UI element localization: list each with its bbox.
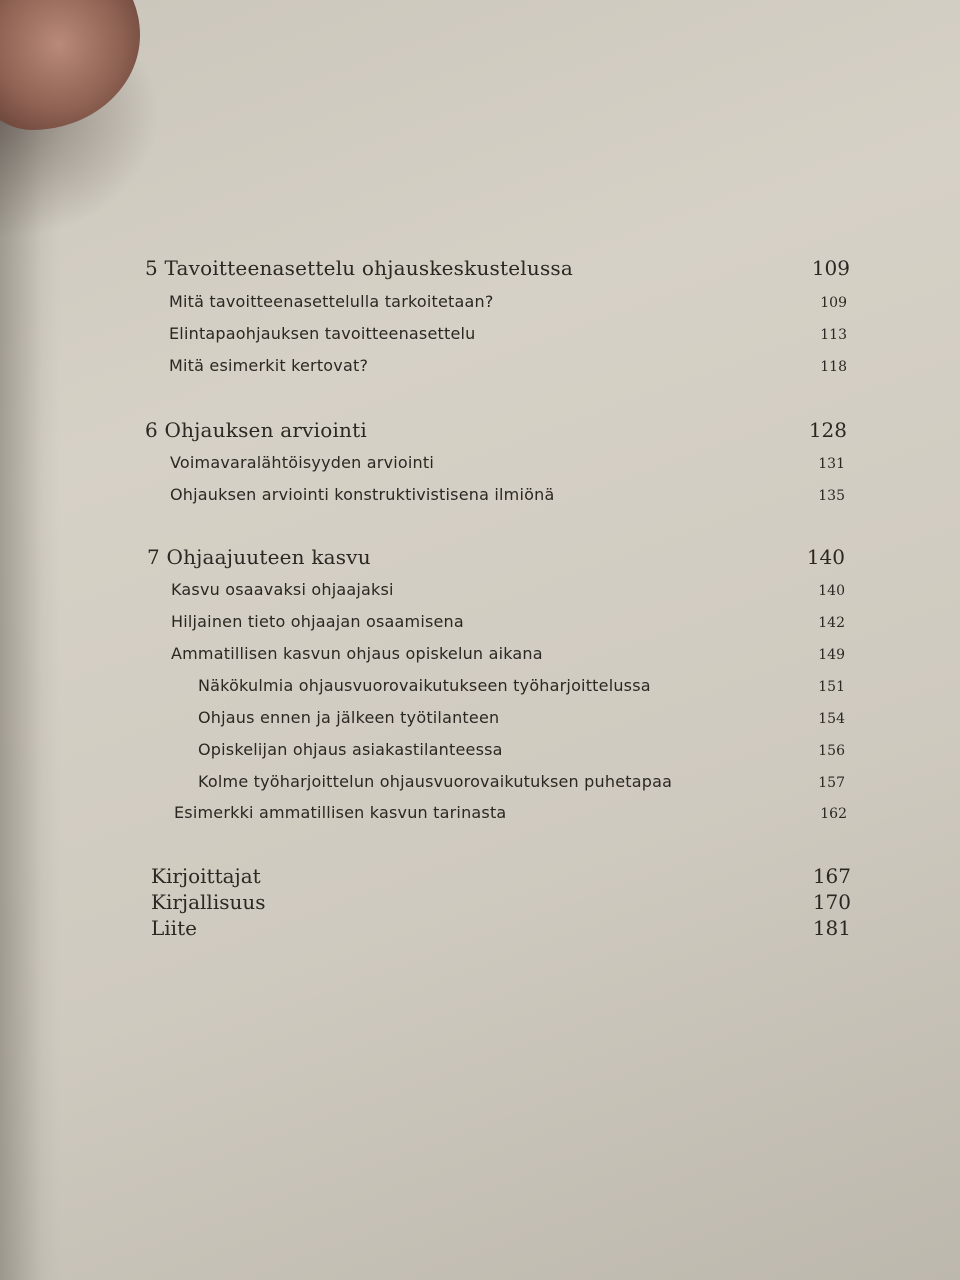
page-number: 109 (820, 295, 847, 311)
page-number: 140 (806, 545, 845, 569)
toc-back-matter-item (151, 864, 851, 888)
page-number: 156 (818, 743, 845, 759)
page-number: 151 (818, 679, 845, 695)
page-number: 157 (818, 775, 845, 791)
section-title: Elintapaohjauksen tavoitteenasettelu (169, 324, 476, 343)
page-number: 113 (820, 327, 847, 343)
section-title: Ohjaus ennen ja jälkeen työtilanteen (198, 708, 500, 727)
section-title: Mitä tavoitteenasettelulla tarkoitetaan? (169, 292, 494, 311)
toc-back-matter-item (151, 916, 851, 940)
section-title: Opiskelijan ohjaus asiakastilanteessa (198, 740, 503, 759)
toc-subsection (198, 676, 845, 695)
toc-section (169, 356, 847, 375)
back-matter-title: Kirjallisuus (151, 890, 266, 914)
page-number: 118 (820, 359, 847, 375)
back-matter-title: Kirjoittajat (151, 864, 261, 888)
section-title: Kolme työharjoittelun ohjausvuorovaikutuksen puhetapaa (198, 772, 673, 791)
section-title: Ammatillisen kasvun ohjaus opiskelun aikana (171, 644, 543, 663)
section-title: Mitä esimerkit kertovat? (169, 356, 369, 375)
page-number: 181 (812, 916, 851, 940)
toc-section (169, 324, 847, 343)
toc-section (171, 644, 845, 663)
toc-back-matter-item (151, 890, 851, 914)
back-matter-title: Liite (151, 916, 197, 940)
toc-subsection (198, 772, 845, 791)
page-number: 142 (818, 615, 845, 631)
toc-section (170, 485, 845, 504)
toc-section (170, 453, 845, 472)
page-number: 140 (818, 583, 845, 599)
page-number: 154 (818, 711, 845, 727)
section-title: Ohjauksen arviointi konstruktivistisena ilmiönä (170, 485, 555, 504)
page-number: 131 (818, 456, 845, 472)
chapter-title: 7 Ohjaajuuteen kasvu (147, 545, 371, 569)
toc-chapter-6 (145, 418, 847, 442)
toc-section (174, 803, 847, 822)
page-number: 162 (820, 806, 847, 822)
page-number: 135 (818, 488, 845, 504)
page-number: 167 (812, 864, 851, 888)
toc-subsection (198, 708, 845, 727)
toc-subsection (198, 740, 845, 759)
section-title: Esimerkki ammatillisen kasvun tarinasta (174, 803, 507, 822)
page-number: 128 (808, 418, 847, 442)
chapter-title: 6 Ohjauksen arviointi (145, 418, 367, 442)
toc-section (171, 612, 845, 631)
section-title: Voimavaralähtöisyyden arviointi (170, 453, 434, 472)
section-title: Näkökulmia ohjausvuorovaikutukseen työharjoittelussa (198, 676, 651, 695)
page-number: 170 (812, 890, 851, 914)
page-number: 109 (811, 256, 850, 280)
section-title: Kasvu osaavaksi ohjaajaksi (171, 580, 394, 599)
toc-chapter-7 (147, 545, 845, 569)
toc-section (171, 580, 845, 599)
toc-chapter-5 (145, 256, 850, 280)
page-number: 149 (818, 647, 845, 663)
chapter-title: 5 Tavoitteenasettelu ohjauskeskustelussa (145, 256, 573, 280)
toc-section (169, 292, 847, 311)
section-title: Hiljainen tieto ohjaajan osaamisena (171, 612, 464, 631)
